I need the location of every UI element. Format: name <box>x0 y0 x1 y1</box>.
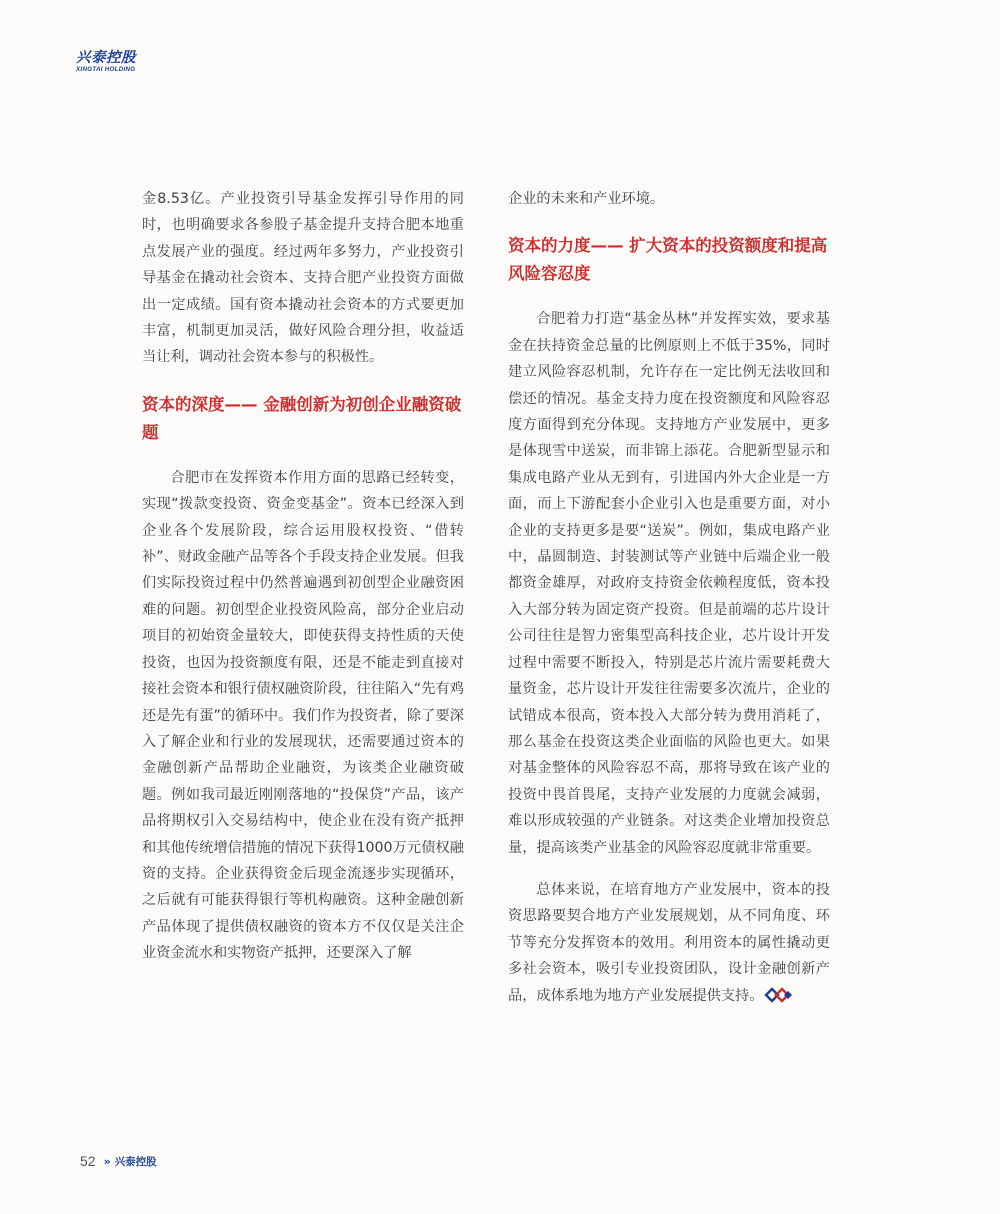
paragraph: 金8.53亿。产业投资引导基金发挥引导作用的同时，也明确要求各参股子基金提升支持合肥本地重点发展产业的强度。经过两年多努力，产业投资引导基金在撬动社会资本、支持合肥产业投资方面做出一定成绩。国有资本撬动社会资本的方式要更加丰富，机制更加灵活，做好风险合理分担，收益适当让利，调动社会资本参与的积极性。 <box>142 191 464 366</box>
page-number: 52 <box>80 1153 96 1169</box>
paragraph-text: 总体来说，在培育地方产业发展中，资本的投资思路要契合地方产业发展规划，从不同角度、环节等充分发挥资本的效用。利用资本的属性撬动更多社会资本，吸引专业投资团队，设计金融创新产品，成体系地为地方产业发展提供支持。 <box>508 881 830 1004</box>
section-heading: 资本的力度—— 扩大资本的投资额度和提高风险容忍度 <box>508 236 828 284</box>
right-column <box>508 186 830 1009</box>
section-heading: 资本的深度—— 金融创新为初创企业融资破题 <box>142 394 462 442</box>
paragraph <box>508 877 830 1009</box>
left-column <box>142 186 464 967</box>
logo-text: 兴泰控股 <box>76 50 136 66</box>
page-footer <box>80 1151 157 1171</box>
logo-subtext: XINGTAI HOLDING <box>76 66 136 73</box>
footer-brand: 兴泰控股 <box>114 1155 157 1168</box>
chevron-right-icon: » <box>103 1154 109 1168</box>
paragraph: 合肥着力打造“基金丛林”并发挥实效，要求基金在扶持资金总量的比例原则上不低于35%，同时建立风险容忍机制，允许存在一定比例无法收回和偿还的情况。基金支持力度在投资额度和风险容忍度方面得到充分体现。支持地方产业发展中，更多是体现雪中送炭，而非锦上添花。合肥新型显示和集成电路产业从无到有，引进国内外大企业是一方面，而上下游配套小企业引入也是重要方面，对小企业的支持更多是要“送炭”。例如，集成电路产业中，晶圆制造、封装测试等产业链中后端企业一般都资金雄厚，对政府支持资金依赖程度低，资本投入大部分转为固定资产投资。但是前端的芯片设计公司往往是智力密集型高科技企业，芯片设计开发过程中需要不断投入，特别是芯片流片需要耗费大量资金，芯片设计开发往往需要多次流片，企业的试错成本很高，资本投入大部分转为费用消耗了，那么基金在投资这类企业面临的风险也更大。如果对基金整体的风险容忍不高，那将导致在该产业的投资中畏首畏尾，支持产业发展的力度就会减弱，难以形成较强的产业链条。对这类企业增加投资总量，提高该类产业基金的风险容忍度就非常重要。 <box>508 311 830 856</box>
brand-logo <box>76 50 146 74</box>
paragraph: 企业的未来和产业环境。 <box>508 191 665 207</box>
end-mark-icon <box>764 987 794 1003</box>
paragraph: 合肥市在发挥资本作用方面的思路已经转变，实现“拨款变投资、资金变基金”。资本已经深入到企业各个发展阶段，综合运用股权投资、“借转补”、财政金融产品等各个手段支持企业发展。但我们实际投资过程中仍然普遍遇到初创型企业融资困难的问题。初创型企业投资风险高，部分企业启动项目的初始资金量较大，即使获得支持性质的天使投资，也因为投资额度有限，还是不能走到直接对接社会资本和银行债权融资阶段，往往陷入“先有鸡还是先有蛋”的循环中。我们作为投资者，除了要深入了解企业和行业的发展现状，还需要通过资本的金融创新产品帮助企业融资，为该类企业融资破题。例如我司最近刚刚落地的“投保贷”产品，该产品将期权引入交易结构中，使企业在没有资产抵押和其他传统增信措施的情况下获得1000万元债权融资的支持。企业获得资金后现金流逐步实现循环，之后就有可能获得银行等机构融资。这种金融创新产品体现了提供债权融资的资本方不仅仅是关注企业资金流水和实物资产抵押，还要深入了解 <box>142 469 464 962</box>
